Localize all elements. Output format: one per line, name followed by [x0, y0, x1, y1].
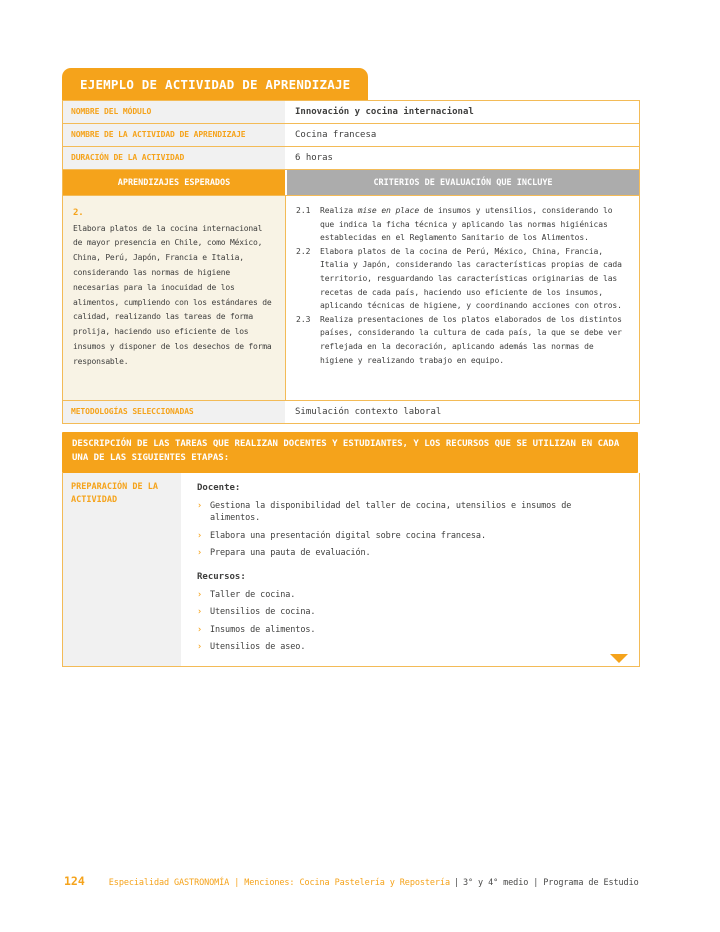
continuation-arrow-icon [610, 654, 628, 663]
list-item-text: Taller de cocina. [210, 590, 296, 601]
footer-specialty-text: Especialidad GASTRONOMÍA | Menciones: Cocina Pastelería y Repostería [108, 878, 450, 888]
document-page [62, 68, 640, 667]
list-item-text: Utensilios de aseo. [210, 642, 306, 653]
preparation-content [181, 473, 639, 667]
docente-heading: Docente: [197, 482, 241, 493]
page-title: EJEMPLO DE ACTIVIDAD DE APRENDIZAJE [62, 68, 368, 100]
criterion-number: 2.2 [296, 246, 311, 256]
list-item-text: Insumos de alimentos. [210, 624, 316, 635]
preparation-activity-label: PREPARACIÓN DE LA ACTIVIDAD [63, 473, 181, 667]
row-label-modulo: NOMBRE DEL MÓDULO [63, 101, 285, 123]
row-value-metodologias: Simulación contexto laboral [285, 401, 639, 423]
chevron-bullet-icon: › [197, 547, 203, 558]
list-item-text: Elabora una presentación digital sobre cocina francesa. [210, 530, 486, 541]
table-row-modulo [63, 101, 639, 124]
criterios-cell [285, 196, 639, 400]
list-item [197, 547, 625, 559]
criterion-text-italic: mise en place [357, 206, 420, 215]
criterion-text [320, 204, 631, 245]
table-body-row [63, 196, 639, 401]
criterion-item [294, 204, 631, 245]
column-header-aprendizajes: APRENDIZAJES ESPERADOS [63, 170, 285, 195]
preparation-row [62, 473, 640, 668]
footer-separator: | [453, 878, 459, 888]
criterion-number: 2.3 [296, 314, 311, 324]
column-header-criterios: CRITERIOS DE EVALUACIÓN QUE INCLUYE [285, 170, 639, 195]
list-item [197, 530, 625, 542]
row-value-actividad: Cocina francesa [285, 124, 639, 146]
chevron-bullet-icon: › [197, 607, 203, 618]
criterion-item [294, 313, 631, 367]
list-item-text: Prepara una pauta de evaluación. [210, 547, 371, 558]
list-item-text: Gestiona la disponibilidad del taller de cocina, utensilios e insumos de alimentos. [210, 500, 572, 524]
list-item [197, 589, 625, 601]
list-item [197, 606, 625, 618]
table-row-duracion [63, 147, 639, 170]
section-banner: DESCRIPCIÓN DE LAS TAREAS QUE REALIZAN DOCENTES Y ESTUDIANTES, Y LOS RECURSOS QUE SE UTILIZAN EN CADA UNA DE LAS SIGUIENTES ETAPAS: [62, 432, 638, 473]
chevron-bullet-icon: › [197, 500, 203, 511]
chevron-bullet-icon: › [197, 590, 203, 601]
table-row-metodologias [63, 401, 639, 423]
page-number: 124 [64, 874, 85, 888]
criterion-text: Realiza presentaciones de los platos elaborados de los distintos países, considerando la cultura de cada país, la que se debe ver reflejada en la decoración, aplicando además las normas de higiene y realizando trabajo en equipo. [320, 314, 622, 365]
list-item [197, 641, 625, 653]
row-label-actividad: NOMBRE DE LA ACTIVIDAD DE APRENDIZAJE [63, 124, 285, 146]
criterion-text-post: de insumos y utensilios, considerando lo que indica la ficha técnica y aplicando las normas higiénicas establecidas en el Reglamento Sanitario de los Alimentos. [320, 206, 613, 243]
footer-breadcrumb [109, 878, 639, 888]
row-label-duracion: DURACIÓN DE LA ACTIVIDAD [63, 147, 285, 169]
column-header-row [63, 170, 639, 196]
chevron-bullet-icon: › [197, 530, 203, 541]
row-label-metodologias: METODOLOGÍAS SELECCIONADAS [63, 401, 285, 423]
list-item-text: Utensilios de cocina. [210, 607, 316, 618]
row-value-duracion: 6 horas [285, 147, 639, 169]
activity-table [62, 100, 640, 424]
chevron-bullet-icon: › [197, 624, 203, 635]
chevron-bullet-icon: › [197, 642, 203, 653]
aprendizaje-number: 2. [73, 208, 84, 218]
criterion-item [294, 245, 631, 313]
recursos-heading: Recursos: [197, 572, 246, 583]
list-item [197, 624, 625, 636]
footer-program-text: 3° y 4° medio | Programa de Estudio [463, 878, 639, 888]
criterion-text: Elabora platos de la cocina de Perú, México, China, Francia, Italia y Japón, considerando las características propias de cada territorio, resguardando las características originarias de las recetas de cada país, haciendo uso eficiente de los insumos, aplicando técnicas de higiene, y coordinando acciones con otros. [320, 246, 622, 311]
aprendizaje-text: Elabora platos de la cocina internacional de mayor presencia en Chile, como México, China, Perú, Japón, Francia e Italia, considerando las normas de higiene necesarias para la inocuidad de los alimentos, cumpliendo con los estándares de calidad, realizando las tareas de forma prolija, haciendo uso eficiente de los insumos y disponer de los desechos de forma responsable. [73, 223, 272, 366]
aprendizaje-cell [63, 196, 285, 400]
table-row-actividad [63, 124, 639, 147]
criterion-number: 2.1 [296, 206, 311, 215]
row-value-modulo: Innovación y cocina internacional [285, 101, 639, 123]
criterion-text-pre: Realiza [320, 206, 358, 215]
list-item [197, 500, 625, 525]
page-footer [64, 874, 664, 888]
